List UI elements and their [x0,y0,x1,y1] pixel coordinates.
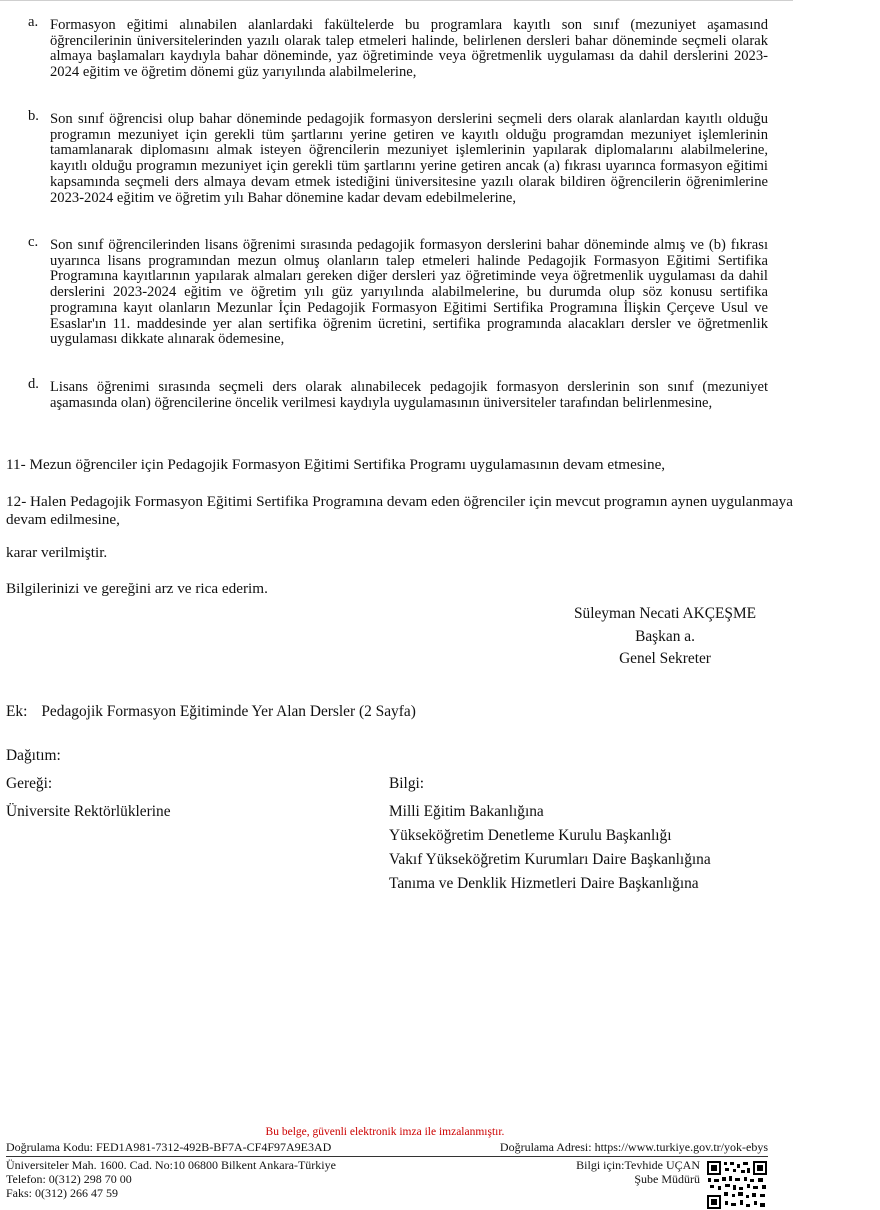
signatory-title: Genel Sekreter [619,650,711,667]
bilgi-label: Bilgi: [389,775,425,792]
contact-title: Şube Müdürü [634,1172,700,1186]
item-d-text: Lisans öğrenimi sırasında seçmeli ders olarak alınabilecek pedagojik formasyon derslerinin son sınıf (mezuniyet aşamasında olan) öğrencilerine öncelik verilmesi kaydıyla uygulamasının üniversiteler tarafından belirlenmesine, [50,379,768,411]
esign-notice: Bu belge, güvenli elektronik imza ile imzalanmıştır. [265,1126,505,1138]
address: Üniversiteler Mah. 1600. Cad. No:10 06800 Bilkent Ankara-Türkiye [6,1158,336,1172]
paragraph-12: 12- Halen Pedagojik Formasyon Eğitimi Sertifika Programına devam eden öğrenciler için mevcut programın aynen uygulanmaya devam edilmesine, [6,493,793,528]
closing-text: Bilgilerinizi ve gereğini arz ve rica ederim. [6,580,268,597]
paragraph-11: 11- Mezun öğrenciler için Pedagojik Formasyon Eğitimi Sertifika Programı uygulamasının devam etmesine, [6,456,666,473]
fax: Faks: 0(312) 266 47 59 [6,1186,118,1200]
bilgi-list [389,800,711,896]
contact-person: Bilgi için:Tevhide UÇAN [576,1158,700,1172]
distribution-title: Dağıtım: [6,747,61,764]
bilgi-item: Milli Eğitim Bakanlığına [389,803,544,820]
top-rule [0,0,793,1]
attachment-text: Pedagojik Formasyon Eğitiminde Yer Alan Dersler (2 Sayfa) [41,703,416,720]
gereği-label: Gereği: [6,775,53,792]
qr-code-icon [706,1160,768,1210]
bilgi-item: Vakıf Yükseköğretim Kurumları Daire Başkanlığına [389,851,711,868]
item-b-text: Son sınıf öğrencisi olup bahar döneminde pedagojik formasyon derslerini seçmeli ders olarak alanlardan kayıtlı olduğu programın mezuniyet için gerekli tüm şartlarını yerine getiren ve kayıtlı olduğu programdan mezuniyet işlemlerinin tamamlanarak diplomasını almak isteyen öğrencilerin mezuniyet işlemlerinin yapılarak diplomalarını alabilmelerine, kayıtlı olduğu programın mezuniyet için gerekli tüm şartlarını yerine getiren ancak (a) fıkrası uyarınca formasyon eğitimi kapsamında seçmeli ders almaya devam etmek istediğini üniversitesine yazılı olarak bildiren öğrencilerin öğrenimlerine 2023-2024 eğitim ve öğretim yılı Bahar dönemine kadar devam edebilmelerine, [50,111,768,206]
signatory-role: Başkan a. [635,627,695,645]
item-a-text: Formasyon eğitimi alınabilen alanlardaki fakültelerde bu programlara kayıtlı son sınıf (mezuniyet aşamasınd öğrencilerinin üniversitelerinden yazılı olarak talep etmeleri halinde, belirlenen dersleri bahar döneminde seçmeli olarak almaya başlamaları kaydıyla bahar döneminde, yaz öğretiminde veya öğretmenlik uygulaması da dahil derslerini 2023-2024 eğitim ve öğretim dönemi güz yarıyılında alabilmelerine, [50,17,768,81]
signatory-name: Süleyman Necati AKÇEŞME [573,605,757,622]
verification-address[interactable]: Doğrulama Adresi: https://www.turkiye.gov.tr/yok-ebys [499,1140,768,1154]
footer-divider [6,1156,768,1157]
item-letter-b: b. [28,108,39,124]
bilgi-item: Yükseköğretim Denetleme Kurulu Başkanlığı [389,827,672,844]
verification-code: Doğrulama Kodu: FED1A981-7312-492B-BF7A-CF4F97A9E3AD [6,1140,332,1154]
item-letter-a: a. [28,14,39,30]
signature-block [540,603,790,671]
item-letter-c: c. [28,234,39,250]
gereği-item: Üniversite Rektörlüklerine [6,803,171,820]
attachment-label: Ek: [6,703,28,720]
item-letter-d: d. [28,376,39,392]
attachment-line [6,703,416,721]
bilgi-item: Tanıma ve Denklik Hizmetleri Daire Başkanlığına [389,875,699,892]
address-block [6,1158,336,1200]
decision-text: karar verilmiştir. [6,544,108,561]
phone: Telefon: 0(312) 298 70 00 [6,1172,132,1186]
item-c-text: Son sınıf öğrencilerinden lisans öğrenimi sırasında pedagojik formasyon derslerini bahar döneminde almış ve (b) fıkrası uyarınca lisans programından mezun olmuş olanların talep etmeleri halinde Pedagojik Formasyon Eğitimi Sertifika Programına kayıtlarının yapılarak almaları gereken diğer dersleri yaz öğretiminde veya öğretmenlik uygulaması da dahil derslerini 2023-2024 eğitim ve öğretim yılı güz yarıyılında alabilmelerine, bu durumda olup söz konusu sertifika programına kayıt olanların Mezunlar İçin Pedagojik Formasyon Eğitimi Sertifika Programına İlişkin Çerçeve Usul ve Esaslar'ın 11. maddesinde yer alan sertifika öğrenim ücretini, sertifika programında alacakları dersler ve öğretmenlik uygulaması dikkate alınarak ödemesine, [50,237,768,348]
contact-block [548,1158,700,1186]
